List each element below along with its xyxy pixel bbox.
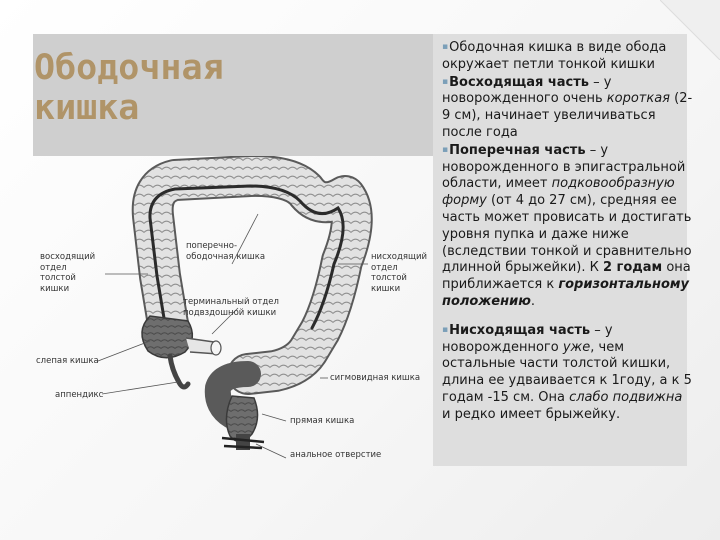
paragraph-overview: ▪Ободочная кишка в виде обода окружает петли тонкой кишки [442,40,667,72]
colon-diagram [0,156,433,466]
label-anus: анальное отверстие [290,450,382,460]
label-rectum: прямая кишка [290,416,355,426]
label-sigmoid: сигмовидная кишка [330,373,421,383]
label-appendix: аппендикс [55,390,104,400]
title-line-2: кишка [34,88,140,128]
bullet-icon: ▪ [442,144,449,155]
bullet-icon: ▪ [442,76,449,87]
paragraph-ascending: ▪Восходящая часть – у новорожденного очень короткая (2-9 см), начинает увеличиваться после года [442,74,693,140]
title-line-1: Ободочная [34,48,224,88]
slide-title [34,48,354,128]
label-ascending: восходящий отдел толстой кишки [40,252,96,294]
label-transverse: поперечно- ободочная кишка [186,241,266,262]
paragraph-transverse: ▪Поперечная часть – у новорожденного в эпигастральной области, имеет подковообразную форму (от 4 до 27 см), средняя ее часть может провисать и достигать уровня пупка и даже ниже (вследствии тонкой и сравнительно длинной брыжейки). К 2 годам она приближается к горизонтальному положению. [442,142,692,309]
bullet-icon: ▪ [442,42,449,52]
paragraph-descending: ▪Нисходящая часть – у новорожденного уже, чем остальные части толстой кишки, длина ее удваивается к 1году, а к 5 годам -15 см. Она слабо подвижна и редко имеет брыжейку. [442,322,692,422]
bullet-icon: ▪ [442,324,449,335]
text-body [442,39,694,424]
label-terminal-ileum: терминальный отдел подвздошной кишки [183,297,279,318]
label-descending: нисходящий отдел толстой кишки [371,252,428,294]
label-cecum: слепая кишка [36,356,99,366]
